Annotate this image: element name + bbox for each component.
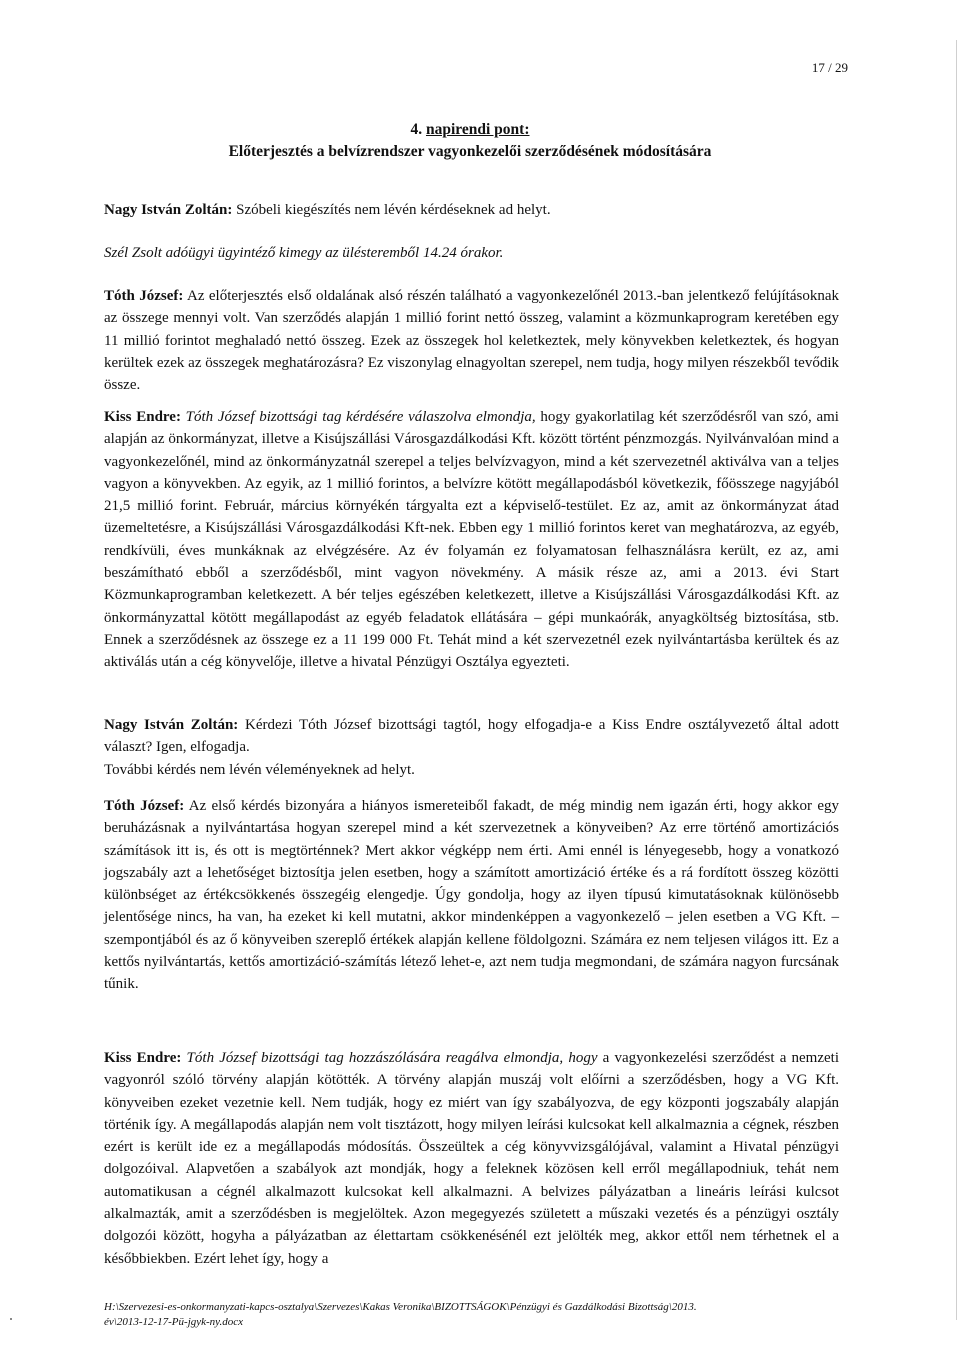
agenda-label: napirendi pont: bbox=[425, 121, 530, 138]
speaker-name: Tóth József: bbox=[104, 288, 184, 304]
paragraph-7 bbox=[104, 1047, 839, 1270]
agenda-number: 4. bbox=[410, 121, 423, 138]
paragraph-1 bbox=[104, 199, 839, 221]
file-path-footer bbox=[104, 1300, 839, 1330]
speaker-context: Tóth József bizottsági tag kérdésére válaszolva elmondja, bbox=[180, 409, 536, 425]
speaker-name: Nagy István Zoltán: bbox=[104, 717, 239, 733]
paragraph-text-2: További kérdés nem lévén véleményeknek ad helyt. bbox=[104, 761, 415, 778]
paragraph-text: Kérdezi Tóth József bizottsági tagtól, hogy elfogadja-e a Kiss Endre osztályvezető által adott választ? Igen, elfogadja. bbox=[104, 717, 839, 756]
agenda-item-number bbox=[100, 121, 840, 139]
paragraph-6 bbox=[104, 795, 839, 996]
paragraph-5 bbox=[104, 714, 839, 781]
paragraph-2 bbox=[104, 242, 839, 264]
speaker-name: Kiss Endre: bbox=[104, 1050, 182, 1066]
footer-line-1: H:\Szervezesi-es-onkormanyzati-kapcs-osztalya\Szervezes\Kakas Veronika\BIZOTTSÁGOK\Pénzügyi és Gazdálkodási Bizottság\2013. bbox=[104, 1301, 697, 1313]
scan-mark bbox=[10, 1318, 12, 1320]
speaker-name: Nagy István Zoltán: bbox=[104, 202, 233, 218]
paragraph-text: hogy gyakorlatilag két szerződésről van szó, ami alapján az önkormányzat, illetve a Kisújszállási Városgazdálkodási Kft. között történt pénzmozgás. Nyilvánvalóan mind a vagyonkezelőnél, mind az önkormányzatnál szerepel a teljes belvízvagyon, mind a két szervezetnél aktiválva van a teljes vagyon a könyvekben. Az egyik, az 1 millió forintos, a belvízre kötött megállapodásból következik, főösszege nagyjából 21,5 millió forint. Február, március környékén tárgyalta ezt a képviselő-testület. Ez az, amit az önkormányzat átad üzemeltetésre, a Kisújszállási Városgazdálkodási Kft-nek. Ebben egy 1 millió forintos keret van meghatározva, az egyéb, rendkívüli, éves munkáknak az elvégzésére. Az év folyamán ez folyamatosan felhasználásra került, ez az, ami beszámítható ebből a szerződésből, mint vagyon növekmény. A másik része az, ami a 2013. évi Start Közmunkaprogramban keletkezett. A bér teljes egészében keletkezett, illetve a Kisújszállási Városgazdálkodási Kft. az önkormányzattal kötött megállapodást az egyéb feladatok ellátására – gépi munkaórák, anyagköltség biztosítása, stb. Ennek a szerződésnek az összege ez a 11 199 000 Ft. Tehát mind a két szervezetnél ezek nyilvántartásba kerültek és az aktiválás után a cég könyvelője, illetve a hivatal Pénzügyi Osztálya egyezteti. bbox=[104, 409, 839, 671]
paragraph-text: a vagyonkezelési szerződést a nemzeti vagyonról szóló törvény alapján kötötték. A törvény alapján muszáj volt előírni a szerződésben, hogy a VG Kft. könyveiben ezeket vezetnie kell. Nem tudják, hogy ez miért van így szabályozva, de egy központi jogszabály alapján történik így. A megállapodás alapján nem volt tisztázott, hogy milyen leírási kulcsokat kell alkalmaznia a cégnek, részben ezért is került ide ez a megállapodás módosítás. Összeültek a cég könyvvizsgálójával, valamint a Hivatal pénzügyi dolgozóival. Alapvetően a szabályok azt mondják, hogy a feleknek közösen kell erről megállapodniuk, tehát nem automatikusan a cégnél alkalmazott kulcsokat kell alkalmazni. A belvizes pályázatban a lineáris leírási kulcsot alkalmazták, amit a szerződésben is megjelöltek. Azon megegyezés született a műszaki vezetés és a pénzügyi osztály dolgozói között, hogyha a pályázatban az élettartam csökkenésénél ezt jelölték meg, akkor ettől nem térhetnek el a későbbiekben. Ezért lehet így, hogy a bbox=[104, 1050, 839, 1267]
speaker-name: Tóth József: bbox=[104, 798, 185, 814]
paragraph-3 bbox=[104, 285, 839, 396]
paragraph-text: Szél Zsolt adóügyi ügyintéző kimegy az ülésteremből 14.24 órakor. bbox=[104, 245, 504, 261]
paragraph-text: Az előterjesztés első oldalának alsó részén található a vagyonkezelőnél 2013.-ban jelentkező felújításoknak az összege mennyi volt. Van szerződés alapján 1 millió forint nettó összeg, valamint a közmunkaprogram keretében egy 11 millió forintot meghaladó nettó összeg. Ezek az összegek hol keletkeztek, mely könyvekben keletkeztek, és hogyan kerültek ezek az összegek meghatározásra? Ez viszonylag elnagyoltan szerepel, nem tudja, hogy milyen részekből tevődik össze. bbox=[104, 288, 839, 394]
speaker-context: Tóth József bizottsági tag hozzászólására reagálva elmondja, hogy bbox=[181, 1050, 598, 1066]
paragraph-4 bbox=[104, 406, 839, 674]
page-number: 17 / 29 bbox=[811, 60, 848, 75]
paragraph-text: Az első kérdés bizonyára a hiányos ismereteiből fakadt, de még mindig nem igazán érti, hogy akkor egy beruházásnak a nyilvántartása hogyan szerepel mind a két szervezetnek a könyveiben? Az erre történő amortizációs számítások itt is, és ott is megtörténnek? Mert akkor végképp nem érti. Ami ennél is lényegesebb, hogy a vonatkozó jogszabály azt a lehetőséget biztosítja jelen esetben, hogy a számított amortizáció értéke és a rá fordított összeg közötti különbséget az értékcsökkenés összegéig elengedje. Úgy gondolja, hogy az ilyen típusú kimutatásoknak különösebb jelentősége nincs, ha van, ha ezeket ki kell mutatni, akkor mindenképpen a vagyonkezelő – jelen esetben a VG Kft. – szempontjából és az ő könyveiben szereplő értékek alapján kellene földolgozni. Számára ez nem teljesen világos itt. Ez a kettős nyilvántartás, kettős amortizáció-számítás létező lehet-e, azt nem tudja megmondani, de számára nagyon furcsának tűnik. bbox=[104, 798, 839, 993]
agenda-title: Előterjesztés a belvízrendszer vagyonkezelői szerződésének módosítására bbox=[228, 143, 712, 160]
footer-line-2: év\2013-12-17-Pü-jgyk-ny.docx bbox=[104, 1316, 243, 1328]
scan-edge-line bbox=[956, 40, 957, 1320]
paragraph-text: Szóbeli kiegészítés nem lévén kérdéseknek ad helyt. bbox=[232, 202, 551, 218]
speaker-name: Kiss Endre: bbox=[104, 409, 181, 425]
